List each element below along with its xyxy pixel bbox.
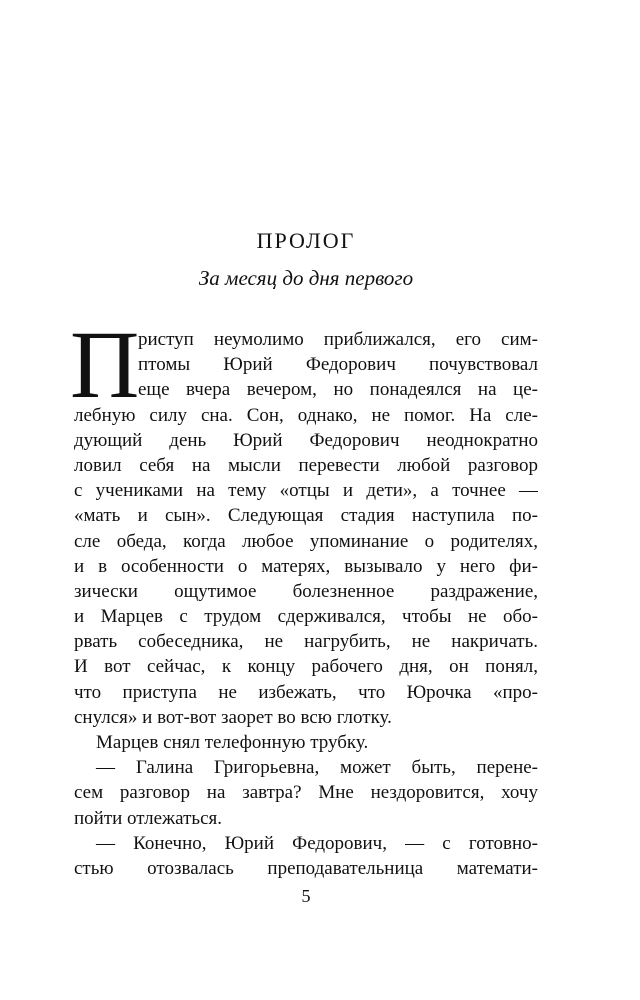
text-line: сле обеда, когда любое упоминание о родителях,: [74, 530, 538, 552]
drop-cap-letter: П: [70, 311, 140, 418]
text-line: что приступа не избежать, что Юрочка «про-: [74, 681, 538, 703]
text-line: птомы Юрий Федорович почувствовал: [138, 354, 538, 376]
text-line: Марцев снял телефонную трубку.: [96, 732, 369, 753]
text-line: сем разговор на завтра? Мне нездоровится, хочу: [74, 782, 538, 804]
text-line: стью отозвалась преподавательница математи-: [74, 857, 538, 879]
text-line: — Конечно, Юрий Федорович, — с готовно-: [96, 832, 538, 854]
text-line: и в особенности о матерях, вызывало у него фи-: [74, 555, 538, 577]
text-line: рвать собеседника, не нагрубить, не накричать.: [74, 631, 538, 653]
text-line: пойти отлежаться.: [74, 807, 223, 829]
text-line: снулся» и вот-вот заорет во всю глотку.: [74, 706, 392, 728]
text-line: лебную силу сна. Сон, однако, не помог. На сле-: [74, 404, 538, 426]
text-line: дующий день Юрий Федорович неоднократно: [74, 429, 538, 451]
text-line: И вот сейчас, к концу рабочего дня, он понял,: [74, 656, 538, 678]
text-line: и Марцев с трудом сдерживался, чтобы не обо-: [74, 606, 538, 628]
text-line: «мать и сын». Следующая стадия наступила по-: [74, 505, 538, 527]
text-line: с учениками на тему «отцы и дети», а точнее —: [74, 480, 538, 502]
chapter-subtitle: За месяц до дня первого: [198, 266, 414, 290]
text-line: зически ощутимое болезненное раздражение,: [74, 580, 538, 602]
body-text: [74, 327, 538, 881]
text-line: еще вчера вечером, но понадеялся на це-: [138, 379, 538, 401]
text-line: ловил себя на мысли перевести любой разговор: [74, 454, 538, 476]
page-number: 5: [301, 886, 311, 906]
text-line: — Галина Григорьевна, может быть, перене-: [96, 757, 538, 779]
chapter-title: ПРОЛОГ: [256, 228, 356, 253]
text-line: риступ неумолимо приближался, его сим-: [138, 329, 538, 350]
